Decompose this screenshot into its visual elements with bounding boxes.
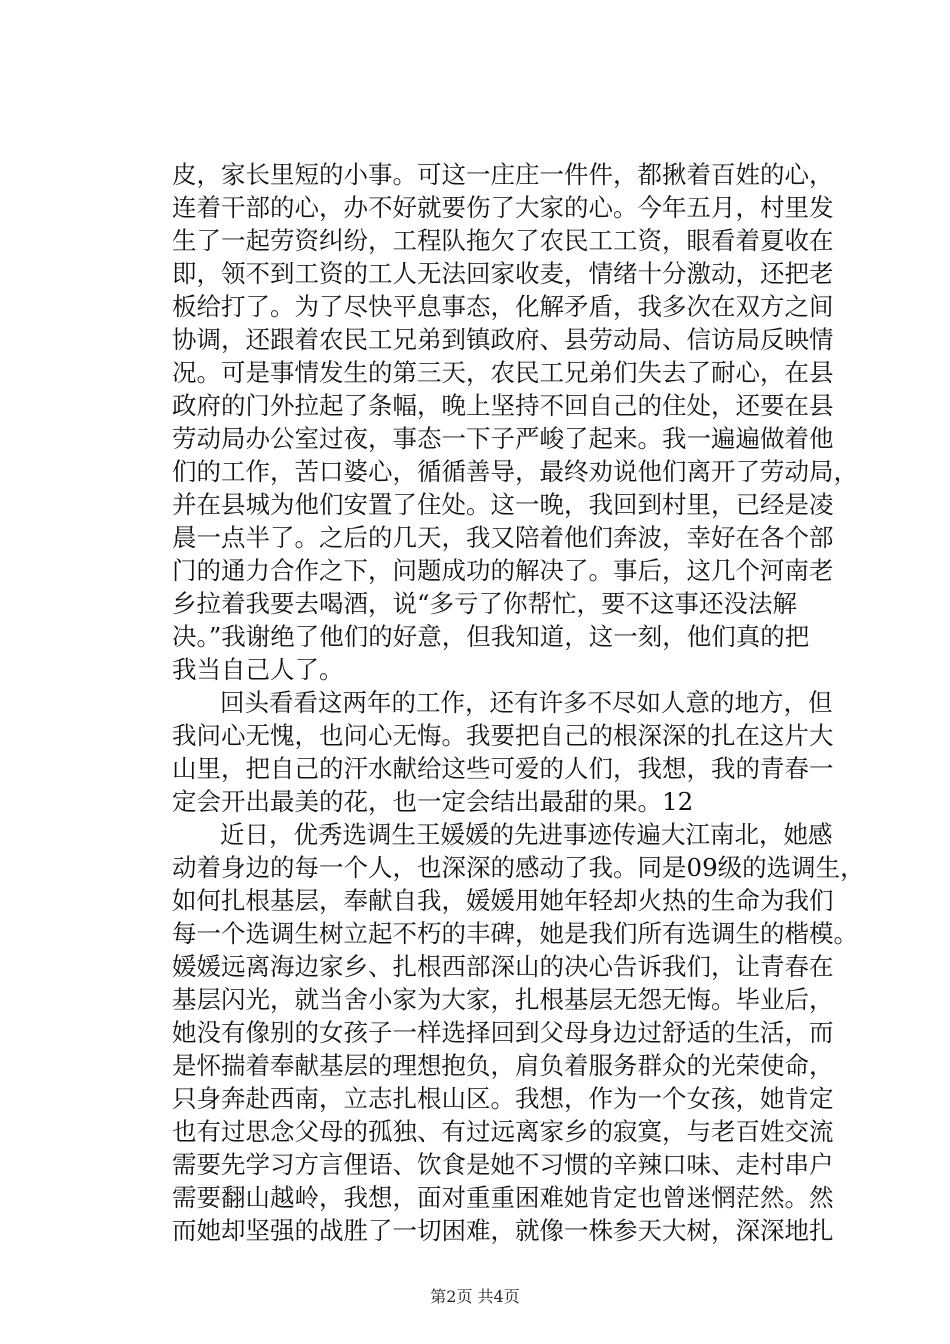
body-text bbox=[172, 158, 865, 1247]
text-line: 政府的门外拉起了条幅，晚上坚持不回自己的住处，还要在县 bbox=[172, 391, 834, 420]
text-line: 连着干部的心，办不好就要伤了大家的心。今年五月，村里发 bbox=[172, 193, 834, 222]
text-line: 而她却坚强的战胜了一切困难，就像一株参天大树，深深地扎 bbox=[172, 1216, 834, 1245]
text-line: 们的工作，苦口婆心，循循善导，最终劝说他们离开了劳动局， bbox=[172, 457, 858, 486]
text-line: 每一个选调生树立起不朽的丰碑，她是我们所有选调生的楷模。 bbox=[172, 919, 858, 948]
text-line: 媛媛远离海边家乡、扎根西部深山的决心告诉我们，让青春在 bbox=[172, 952, 834, 981]
text-line: 山里，把自己的汗水献给这些可爱的人们，我想，我的青春一 bbox=[172, 754, 834, 783]
text-line: 如何扎根基层，奉献自我，媛媛用她年轻却火热的生命为我们 bbox=[172, 886, 834, 915]
text-line: 门的通力合作之下，问题成功的解决了。事后，这几个河南老 bbox=[172, 556, 834, 585]
text-line: 我当自己人了。 bbox=[172, 655, 344, 684]
text-line: 晨一点半了。之后的几天，我又陪着他们奔波，幸好在各个部 bbox=[172, 523, 834, 552]
text-line: 基层闪光，就当舍小家为大家，扎根基层无怨无悔。毕业后， bbox=[172, 985, 834, 1014]
text-line: 劳动局办公室过夜，事态一下子严峻了起来。我一遍遍做着他 bbox=[172, 424, 834, 453]
page-footer: 第2页 共4页 bbox=[430, 1287, 520, 1306]
text-line: 即，领不到工资的工人无法回家收麦，情绪十分激动，还把老 bbox=[172, 259, 834, 288]
text-line: 乡拉着我要去喝酒，说“多亏了你帮忙，要不这事还没法解 bbox=[172, 589, 798, 618]
text-line: 动着身边的每一个人，也深深的感动了我。同是09级的选调生， bbox=[172, 853, 865, 882]
text-line: 生了一起劳资纠纷，工程队拖欠了农民工工资，眼看着夏收在 bbox=[172, 226, 834, 255]
text-line: 我问心无愧，也问心无悔。我要把自己的根深深的扎在这片大 bbox=[172, 721, 834, 750]
text-line: 况。可是事情发生的第三天，农民工兄弟们失去了耐心，在县 bbox=[172, 358, 834, 387]
text-line: 回头看看这两年的工作，还有许多不尽如人意的地方，但 bbox=[220, 688, 833, 717]
text-line: 近日，优秀选调生王媛媛的先进事迹传遍大江南北，她感 bbox=[220, 820, 833, 849]
text-line: 是怀揣着奉献基层的理想抱负，肩负着服务群众的光荣使命， bbox=[172, 1051, 834, 1080]
text-line: 皮，家长里短的小事。可这一庄庄一件件，都揪着百姓的心， bbox=[172, 160, 834, 189]
text-line: 也有过思念父母的孤独、有过远离家乡的寂寞，与老百姓交流 bbox=[172, 1117, 834, 1146]
text-line: 她没有像别的女孩子一样选择回到父母身边过舒适的生活，而 bbox=[172, 1018, 834, 1047]
text-line: 需要翻山越岭，我想，面对重重困难她肯定也曾迷惘茫然。然 bbox=[172, 1183, 834, 1212]
text-line: 协调，还跟着农民工兄弟到镇政府、县劳动局、信访局反映情 bbox=[172, 325, 834, 354]
text-line: 定会开出最美的花，也一定会结出最甜的果。12 bbox=[172, 787, 694, 816]
text-line: 并在县城为他们安置了住处。这一晚，我回到村里，已经是凌 bbox=[172, 490, 834, 519]
text-line: 板给打了。为了尽快平息事态，化解矛盾，我多次在双方之间 bbox=[172, 292, 834, 321]
text-line: 只身奔赴西南，立志扎根山区。我想，作为一个女孩，她肯定 bbox=[172, 1084, 834, 1113]
text-line: 决。”我谢绝了他们的好意，但我知道，这一刻，他们真的把 bbox=[172, 622, 810, 651]
text-line: 需要先学习方言俚语、饮食是她不习惯的辛辣口味、走村串户 bbox=[172, 1150, 834, 1179]
